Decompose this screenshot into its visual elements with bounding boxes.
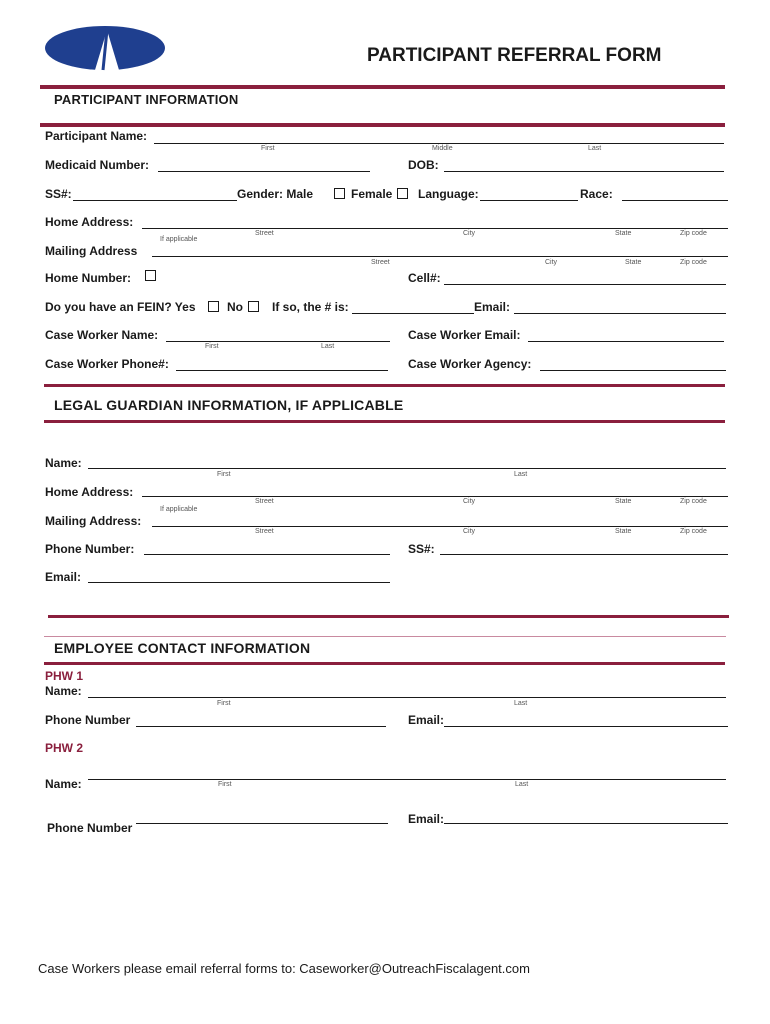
city-caption: City [463, 528, 476, 535]
header-divider [40, 85, 725, 89]
street-caption: Street [255, 230, 274, 237]
female-checkbox[interactable] [397, 188, 408, 199]
language-field[interactable] [480, 200, 578, 201]
guardian-mailing-address-label: Mailing Address: [45, 514, 142, 528]
language-label: Language: [418, 187, 479, 201]
cw-phone-label: Case Worker Phone#: [45, 357, 169, 371]
guardian-phone-label: Phone Number: [45, 542, 135, 556]
email-label: Email: [474, 300, 511, 314]
footer-instructions: Case Workers please email referral forms to: Caseworker@OutreachFiscalagent.com [38, 961, 530, 976]
participant-name-field[interactable] [154, 143, 724, 144]
city-caption: City [463, 230, 476, 237]
gender-label: Gender: Male [237, 187, 314, 201]
section-divider [44, 662, 725, 665]
phw1-name-label: Name: [45, 684, 82, 698]
first-caption: First [261, 145, 275, 152]
last-caption: Last [515, 781, 529, 788]
cw-agency-field[interactable] [540, 370, 726, 371]
logo-image [45, 24, 175, 74]
mailing-address-field[interactable] [152, 256, 728, 257]
phw2-email-label: Email: [408, 812, 445, 826]
cw-email-label: Case Worker Email: [408, 328, 521, 342]
first-caption: First [217, 700, 231, 707]
guardian-name-label: Name: [45, 456, 82, 470]
cw-name-field[interactable] [166, 341, 390, 342]
cw-email-field[interactable] [528, 341, 724, 342]
phw1-email-label: Email: [408, 713, 445, 727]
home-number-box[interactable] [145, 270, 156, 281]
cw-name-label: Case Worker Name: [45, 328, 159, 342]
guardian-email-label: Email: [45, 570, 82, 584]
if-applicable-caption: If applicable [160, 236, 198, 243]
guardian-ss-field[interactable] [440, 554, 728, 555]
guardian-home-address-label: Home Address: [45, 485, 134, 499]
guardian-email-field[interactable] [88, 582, 390, 583]
phw1-heading: PHW 1 [45, 669, 84, 683]
medicaid-field[interactable] [158, 171, 370, 172]
city-caption: City [545, 259, 558, 266]
cw-agency-label: Case Worker Agency: [408, 357, 532, 371]
section-divider [44, 384, 725, 387]
last-caption: Last [588, 145, 602, 152]
form-title: PARTICIPANT REFERRAL FORM [367, 45, 662, 66]
fein-yes-checkbox[interactable] [208, 301, 219, 312]
last-caption: Last [514, 471, 528, 478]
section-divider [48, 615, 729, 618]
section-title-guardian: LEGAL GUARDIAN INFORMATION, IF APPLICABLE [54, 397, 404, 413]
guardian-phone-field[interactable] [144, 554, 390, 555]
street-caption: Street [255, 498, 274, 505]
fein-no-checkbox[interactable] [248, 301, 259, 312]
section-title-participant: PARTICIPANT INFORMATION [54, 92, 239, 107]
phw2-heading: PHW 2 [45, 741, 84, 755]
mailing-address-label: Mailing Address [45, 244, 138, 258]
phw2-phone-field[interactable] [136, 823, 388, 824]
first-caption: First [218, 781, 232, 788]
last-caption: Last [514, 700, 528, 707]
home-address-label: Home Address: [45, 215, 134, 229]
if-applicable-caption: If applicable [160, 506, 198, 513]
phw2-name-label: Name: [45, 777, 82, 791]
phw1-name-field[interactable] [88, 697, 726, 698]
home-address-field[interactable] [142, 228, 728, 229]
first-caption: First [205, 343, 219, 350]
zip-caption: Zip code [680, 259, 707, 266]
zip-caption: Zip code [680, 498, 707, 505]
phw1-phone-field[interactable] [136, 726, 386, 727]
zip-caption: Zip code [680, 528, 707, 535]
zip-caption: Zip code [680, 230, 707, 237]
fein-no-label: No [227, 300, 243, 314]
state-caption: State [625, 259, 642, 266]
fein-number-field[interactable] [352, 313, 474, 314]
phw2-phone-label: Phone Number [47, 821, 133, 835]
section-divider [44, 420, 725, 423]
phw2-email-field[interactable] [444, 823, 728, 824]
guardian-mailing-address-field[interactable] [152, 526, 728, 527]
state-caption: State [615, 528, 632, 535]
state-caption: State [615, 498, 632, 505]
guardian-home-address-field[interactable] [142, 496, 728, 497]
cw-phone-field[interactable] [176, 370, 388, 371]
city-caption: City [463, 498, 476, 505]
participant-name-label: Participant Name: [45, 129, 148, 143]
middle-caption: Middle [432, 145, 453, 152]
first-caption: First [217, 471, 231, 478]
state-caption: State [615, 230, 632, 237]
email-field[interactable] [514, 313, 726, 314]
cell-field[interactable] [444, 284, 726, 285]
guardian-ss-label: SS#: [408, 542, 435, 556]
cell-label: Cell#: [408, 271, 441, 285]
fein-number-label: If so, the # is: [272, 300, 349, 314]
fein-label: Do you have an FEIN? Yes [45, 300, 196, 314]
section-divider [40, 123, 725, 127]
race-field[interactable] [622, 200, 728, 201]
section-title-employee: EMPLOYEE CONTACT INFORMATION [54, 640, 311, 656]
guardian-name-field[interactable] [88, 468, 726, 469]
phw1-email-field[interactable] [444, 726, 728, 727]
ss-label: SS#: [45, 187, 72, 201]
female-label: Female [351, 187, 393, 201]
home-number-label: Home Number: [45, 271, 132, 285]
section-rule [44, 636, 726, 637]
race-label: Race: [580, 187, 613, 201]
phw1-phone-label: Phone Number [45, 713, 131, 727]
medicaid-label: Medicaid Number: [45, 158, 150, 172]
street-caption: Street [371, 259, 390, 266]
dob-label: DOB: [408, 158, 439, 172]
ss-field[interactable] [73, 200, 237, 201]
dob-field[interactable] [444, 171, 724, 172]
last-caption: Last [321, 343, 335, 350]
phw2-name-field[interactable] [88, 779, 726, 780]
street-caption: Street [255, 528, 274, 535]
male-checkbox[interactable] [334, 188, 345, 199]
